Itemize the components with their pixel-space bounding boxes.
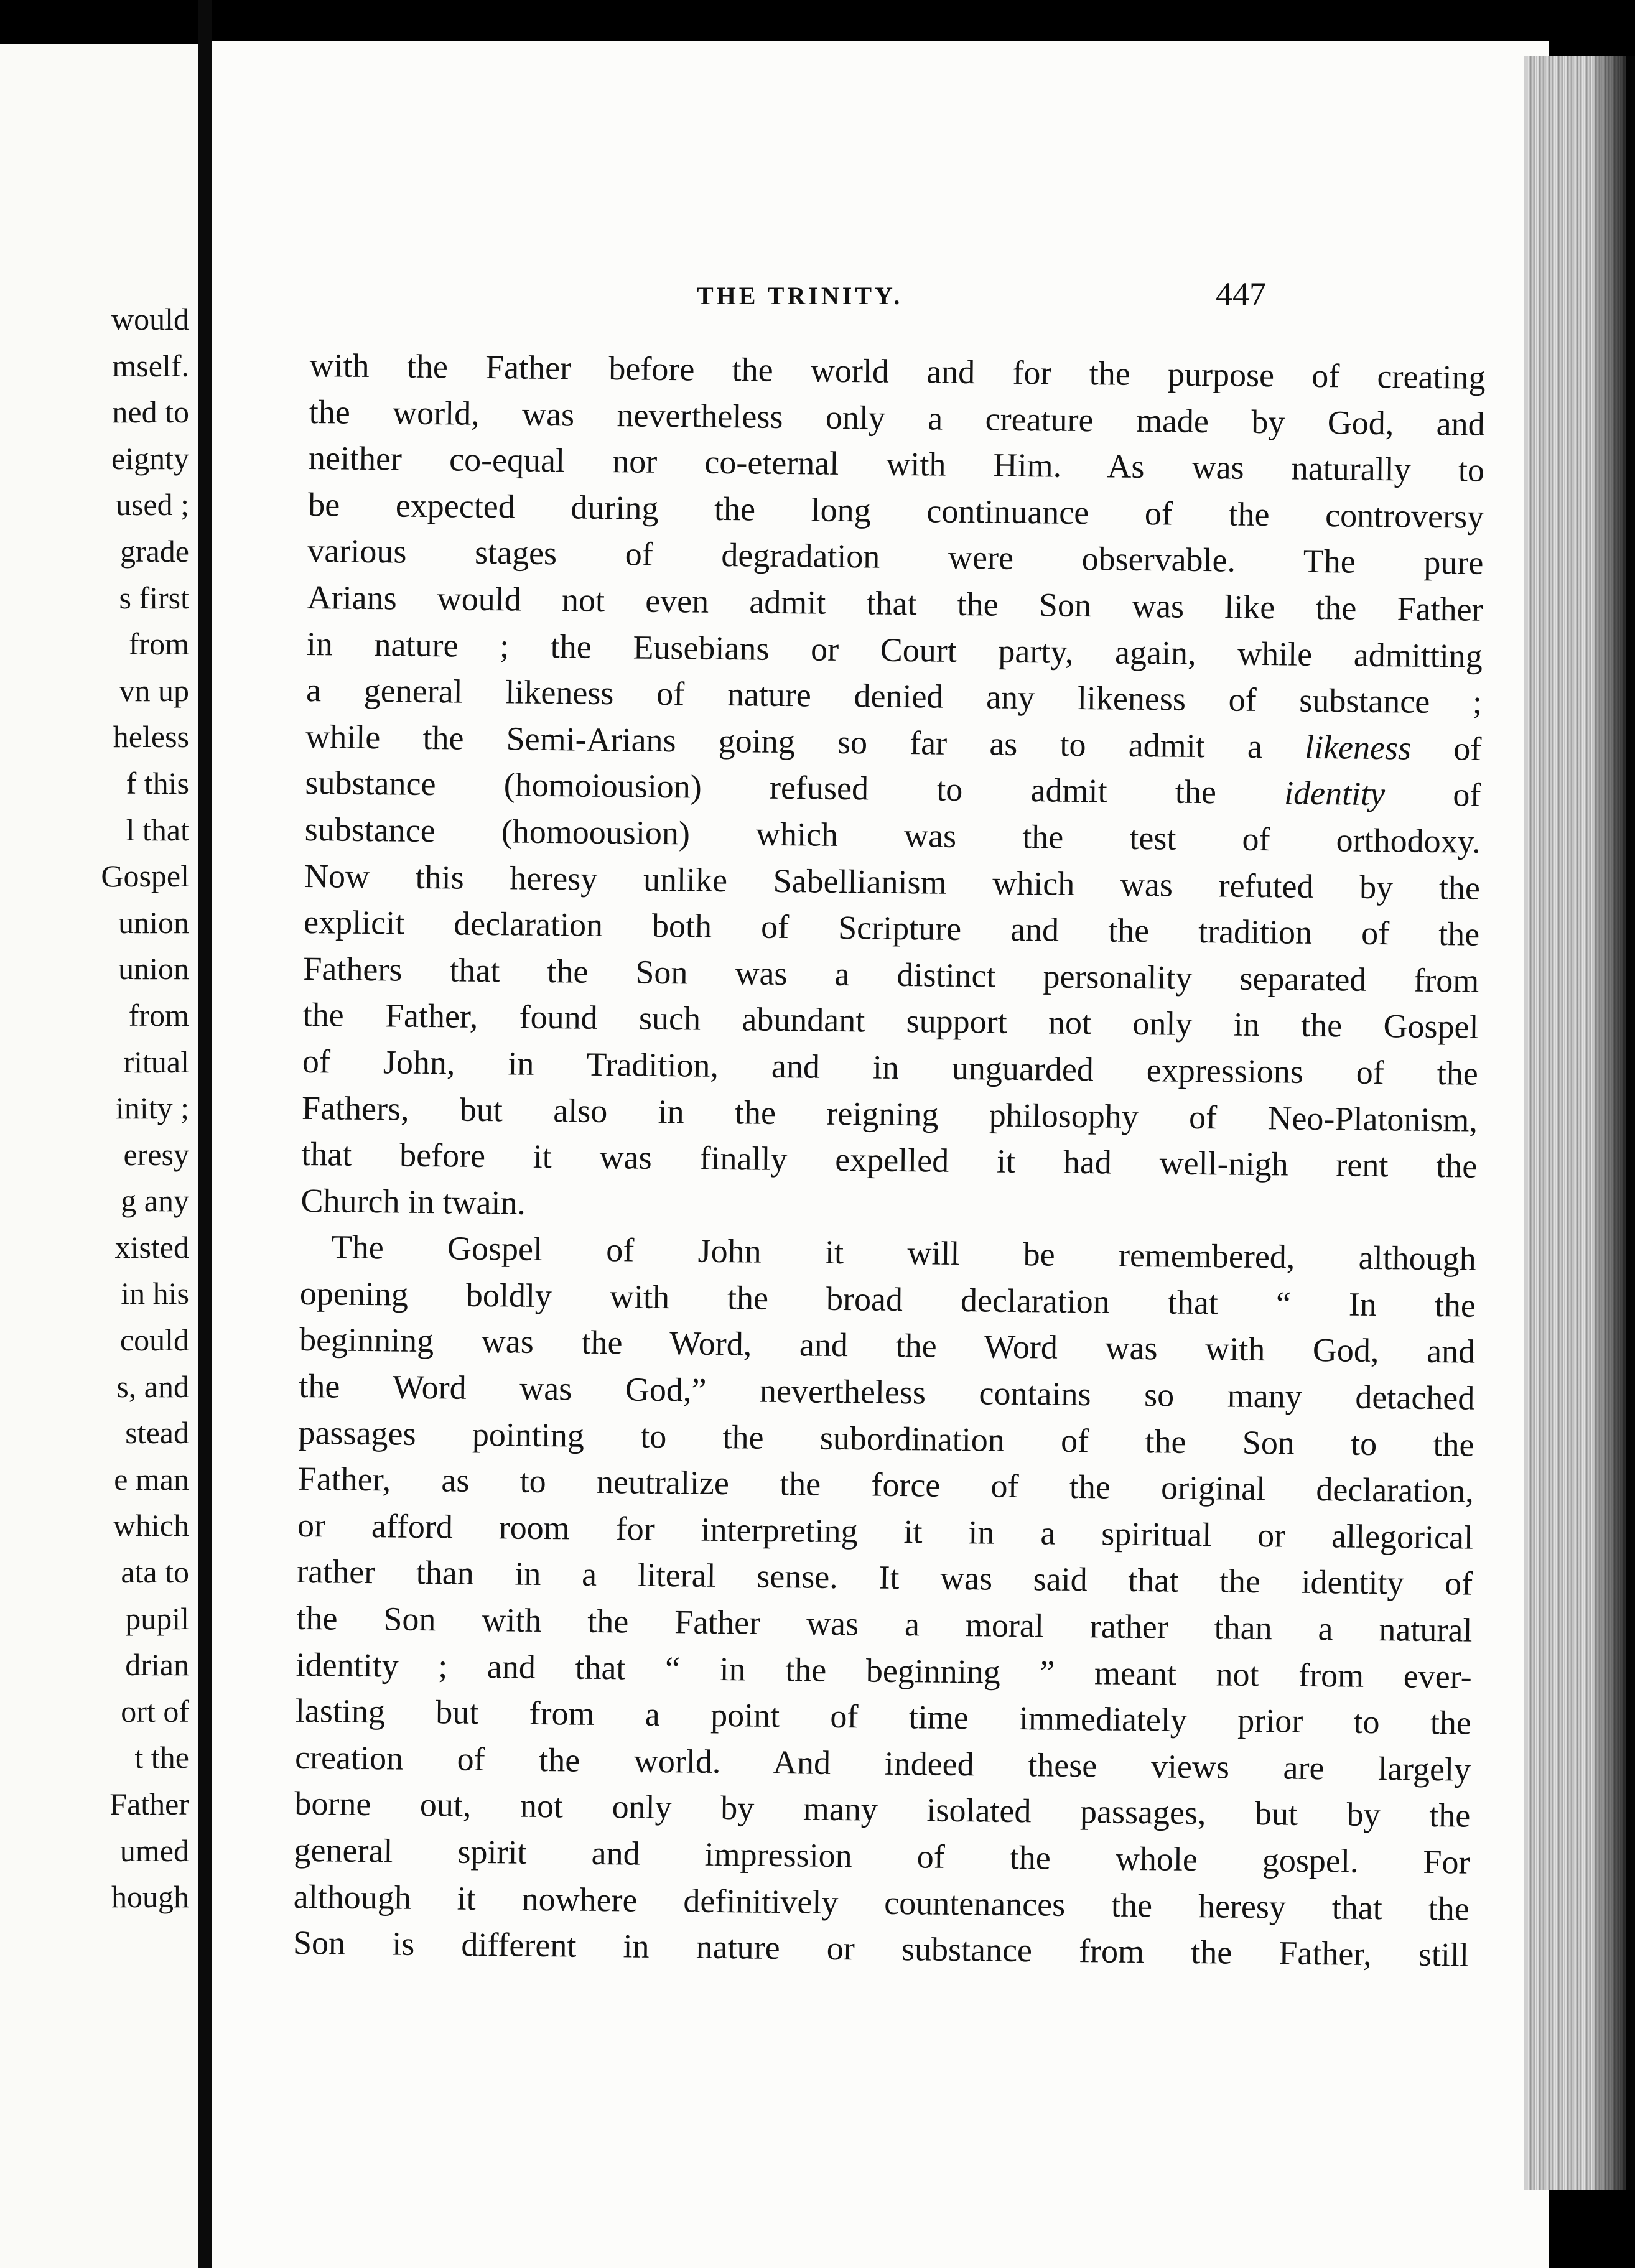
text-line: the Father, found such abundant support not only in the Gospel [302,996,1479,1046]
fragment-line: could [119,1322,189,1358]
fragment-line: s, and [116,1369,189,1404]
text-line: Church in twain. [300,1181,526,1222]
fragment-line: vn up [119,672,189,708]
text-line: although it nowhere definitively countenances the heresy that the [293,1877,1470,1928]
text-line: Son is different in nature or substance from the Father, still [292,1924,1470,1974]
text-line: in nature ; the Eusebians or Court party, again, while admitting [306,625,1483,675]
running-head [212,239,1537,313]
text-line: a general likeness of nature denied any likeness of substance ; [305,671,1483,721]
text-run: substance (homoiousion) refused to admit the [305,764,1285,812]
fragment-line: umed [119,1833,189,1868]
fragment-line: l that [126,812,189,847]
fragment-line: Gospel [101,858,189,894]
text-line: or afford room for interpreting it in a spiritual or allegorical [297,1506,1474,1556]
fragment-line: drian [125,1647,189,1683]
fragment-line: which [113,1508,189,1543]
text-line: opening boldly with the broad declaration that “ In the [299,1274,1476,1324]
page-edge-shadow [1593,56,1635,2190]
previous-page-line-fragments [101,296,189,1920]
text-line: substance (homoousion) which was the test of orthodoxy. [304,810,1481,860]
paragraph [300,342,1486,1236]
fragment-line: xisted [114,1229,189,1265]
text-line: Father, as to neutralize the force of the original declaration, [297,1460,1474,1510]
text-line: explicit declaration both of Scripture and the tradition of the [303,903,1480,953]
text-line: that before it was finally expelled it had well-nigh rent the [301,1135,1478,1185]
fragment-line: grade [119,533,189,569]
text-line: Fathers that the Son was a distinct personality separated from [303,949,1479,1000]
text-line: lasting but from a point of time immediately prior to the [295,1692,1472,1742]
fragment-line: used ; [115,487,189,523]
page-number: 447 [1216,276,1266,313]
italic-term: likeness [1304,728,1412,767]
fragment-line: inity ; [115,1090,189,1126]
text-line: the world, was nevertheless only a creature made by God, and [309,393,1486,443]
text-line: passages pointing to the subordination of the Son to the [298,1413,1474,1464]
text-line: with the Father before the world and for the purpose of creating [309,346,1486,396]
text-line: beginning was the Word, and the Word was with God, and [299,1321,1476,1371]
text-line: identity ; and that “ in the beginning ” meant not from ever- [296,1645,1472,1696]
fragment-line: ata to [121,1555,189,1590]
fragment-line: from [128,626,189,662]
fragment-line: e man [114,1461,189,1497]
body-text [293,342,1486,1978]
fragment-line: mself. [112,348,189,383]
text-line: Fathers, but also in the reigning philosophy of Neo-Platonism, [301,1089,1478,1139]
text-line: creation of the world. And indeed these views are largely [294,1738,1471,1788]
fragment-line: from [128,997,189,1033]
paragraph [293,1224,1476,1978]
fragment-line: eignty [111,440,189,476]
fragment-line: ned to [112,394,189,430]
text-line: various stages of degradation were observable. The pure [307,532,1484,582]
text-line: borne out, not only by many isolated passages, but by the [294,1785,1471,1835]
fragment-line: pupil [125,1601,189,1636]
fragment-line: hough [111,1879,189,1915]
fragment-line: f this [126,765,189,801]
book-gutter [198,0,212,2268]
italic-term: identity [1283,774,1386,813]
book-page [212,41,1549,2268]
text-line: Now this heresy unlike Sabellianism which was refuted by the [304,857,1481,907]
fragment-line: s first [119,580,189,615]
fragment-line: g any [121,1183,189,1219]
text-line: general spirit and impression of the whole gospel. For [294,1831,1470,1881]
text-line: be expected during the long continuance of the controversy [307,485,1484,536]
previous-page-edge [0,44,198,2268]
text-run: of [1384,775,1481,814]
fragment-line: ort of [121,1693,189,1729]
fragment-line: union [118,904,189,940]
fragment-line: in his [121,1276,189,1311]
fragment-line: union [118,951,189,987]
text-line: rather than in a literal sense. It was said that the identity of [296,1553,1473,1603]
text-line: of John, in Tradition, and in unguarded expressions of the [302,1042,1479,1092]
text-line: the Son with the Father was a moral rather than a natural [296,1599,1473,1649]
fragment-line: Father [109,1787,189,1821]
text-line: neither co-equal nor co-eternal with Him. As was naturally to [308,439,1485,489]
fragment-line: ritual [123,1044,189,1079]
fragment-line: t the [134,1740,189,1775]
text-line: the Word was God,” nevertheless contains so many detached [299,1367,1475,1417]
fragment-line: heless [113,719,189,755]
fragment-line: would [111,302,189,337]
fragment-line: stead [125,1415,189,1451]
text-line: The Gospel of John it will be remembered, although [331,1228,1476,1278]
running-title: THE TRINITY. [697,282,903,310]
fragment-line: eresy [123,1136,189,1172]
text-run: of [1410,729,1482,768]
text-line: Arians would not even admit that the Son was like the Father [307,578,1483,628]
text-run: while the Semi-Arians going so far as to admit a [305,717,1305,766]
